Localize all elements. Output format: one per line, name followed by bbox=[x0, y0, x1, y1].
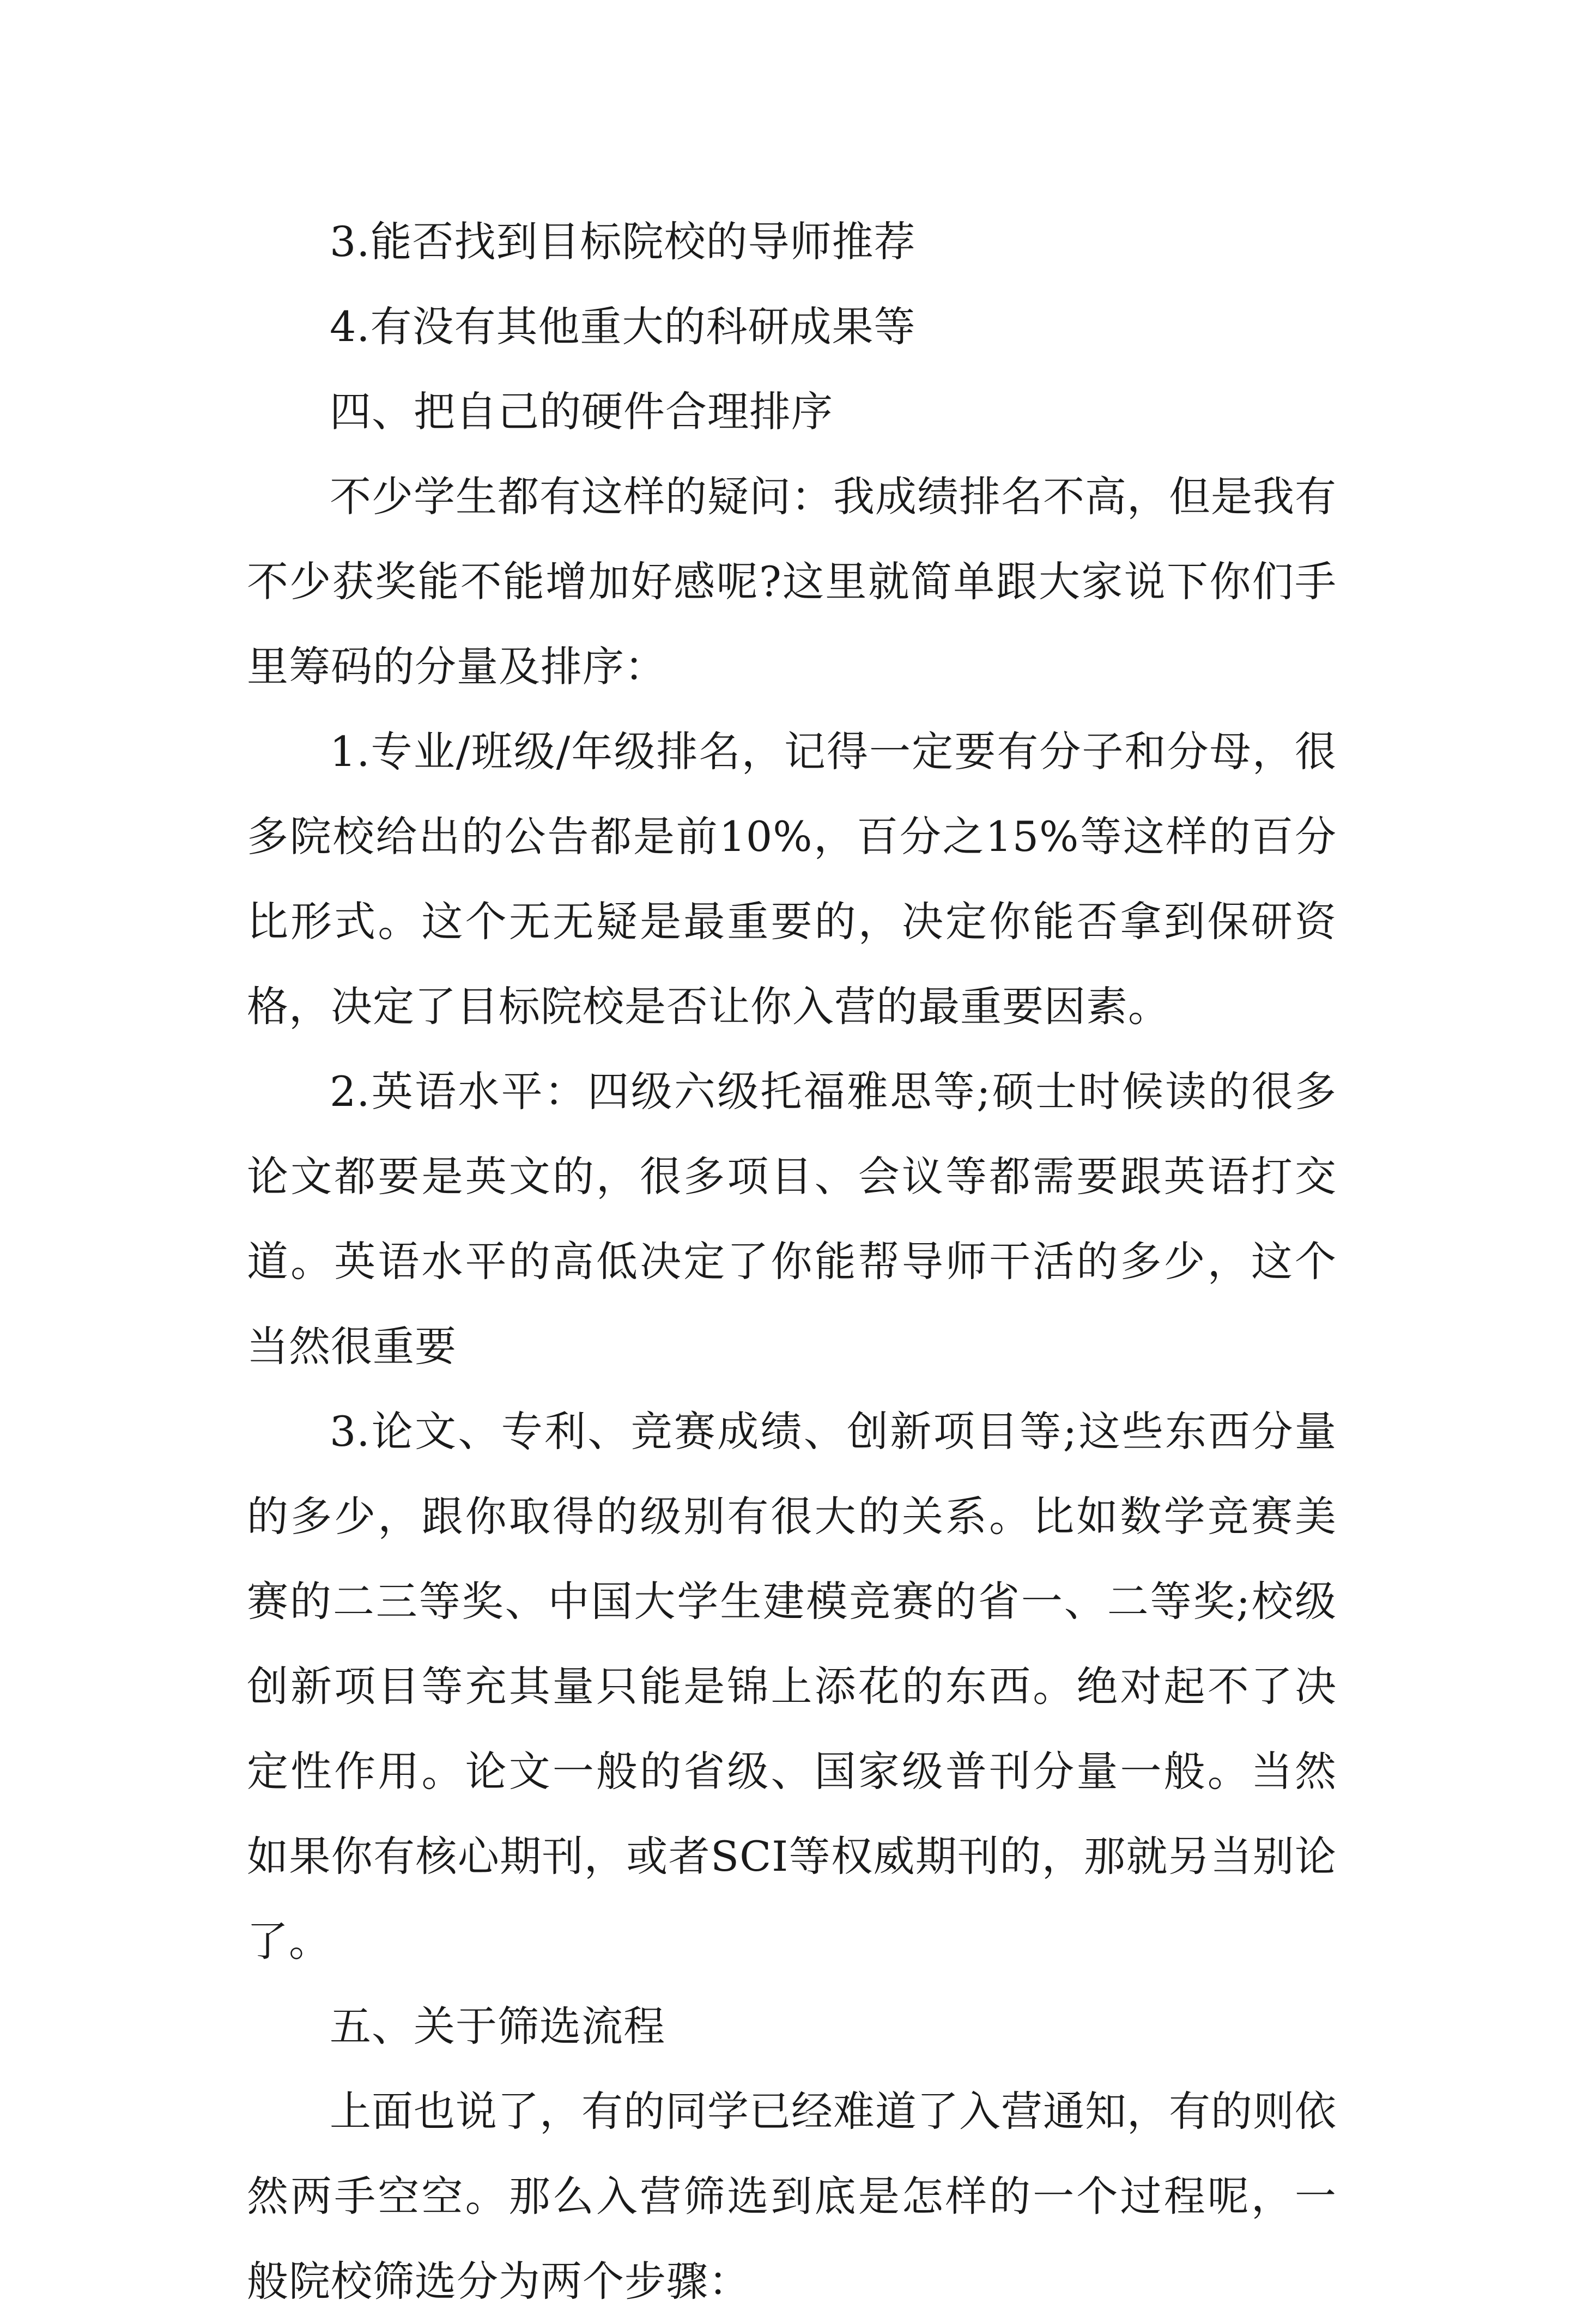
list-item-research-results: 4.有没有其他重大的科研成果等 bbox=[330, 302, 916, 351]
paragraph-class-ranking: 1.专业/班级/年级排名，记得一定要有分子和分母，很多院校给出的公告都是前10%，百分之15%等这样的百分比形式。这个无无疑是最重要的，决定你能否拿到保研资格，决定了目标院校是否让你入营的最重要因素。 bbox=[247, 727, 1337, 1031]
paragraph-question: 不少学生都有这样的疑问：我成绩排名不高，但是我有不少获奖能不能增加好感呢?这里就简单跟大家说下你们手里筹码的分量及排序： bbox=[247, 472, 1337, 691]
paragraph-papers-competitions: 3.论文、专利、竞赛成绩、创新项目等;这些东西分量的多少，跟你取得的级别有很大的关系。比如数学竞赛美赛的二三等奖、中国大学生建模竞赛的省一、二等奖;校级创新项目等充其量只能是锦上添花的东西。绝对起不了决定性作用。论文一般的省级、国家级普刊分量一般。当然如果你有核心期刊，或者SCI等权威期刊的，那就另当别论了。 bbox=[247, 1407, 1337, 1966]
paragraph-screening-process: 上面也说了，有的同学已经难道了入营通知，有的则依然两手空空。那么入营筛选到底是怎样的一个过程呢，一般院校筛选分为两个步骤： bbox=[247, 2087, 1337, 2305]
paragraph-english-level: 2.英语水平：四级六级托福雅思等;硕士时候读的很多论文都要是英文的，很多项目、会议等都需要跟英语打交道。英语水平的高低决定了你能帮导师干活的多少，这个当然很重要 bbox=[247, 1067, 1337, 1371]
list-item-target-advisor: 3.能否找到目标院校的导师推荐 bbox=[330, 217, 916, 266]
section-heading-screening: 五、关于筛选流程 bbox=[330, 2002, 665, 2051]
document-body bbox=[247, 199, 1337, 2324]
section-heading-ranking: 四、把自己的硬件合理排序 bbox=[330, 387, 833, 436]
